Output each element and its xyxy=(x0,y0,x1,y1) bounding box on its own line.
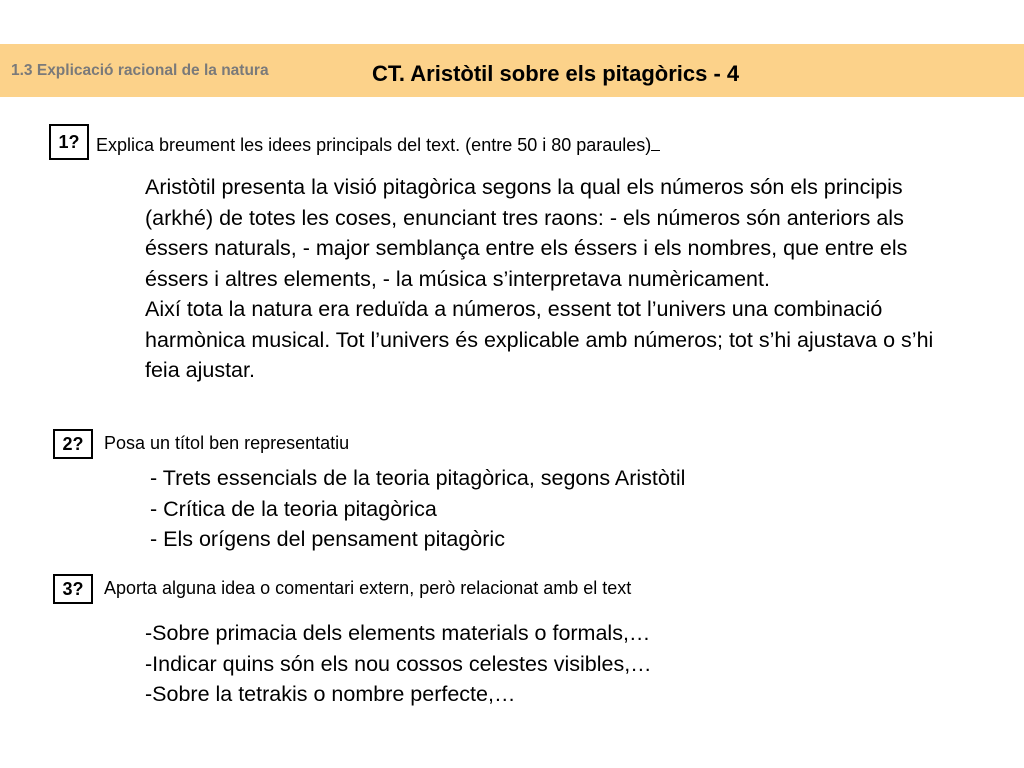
question-3-prompt: Aporta alguna idea o comentari extern, però relacionat amb el text xyxy=(104,578,632,598)
answer-1-paragraph-2: Així tota la natura era reduïda a números, essent tot l’univers una combinació harmònica musical. Tot l’univers és explicable amb números; tot s’hi ajustava o s’hi feia ajustar. xyxy=(145,297,934,382)
question-1-number-box: 1? xyxy=(49,124,89,160)
section-label: 1.3 Explicació racional de la natura xyxy=(11,62,269,79)
answer-2-item-3: - Els orígens del pensament pitagòric xyxy=(150,527,505,551)
answer-2-item-1: - Trets essencials de la teoria pitagòrica, segons Aristòtil xyxy=(150,466,686,490)
question-2-prompt: Posa un títol ben representatiu xyxy=(104,433,350,453)
answer-blank xyxy=(651,136,660,151)
answer-3-item-1: -Sobre primacia dels elements materials o formals,… xyxy=(145,621,651,645)
answer-3-item-2: -Indicar quins són els nou cossos celestes visibles,… xyxy=(145,651,652,676)
question-1-prompt-text: Explica breument les idees principals del text. (entre 50 i 80 paraules) xyxy=(96,135,652,155)
question-3-answer xyxy=(145,618,965,710)
question-1-answer xyxy=(145,172,965,386)
question-2-answer xyxy=(150,463,970,555)
question-1-prompt xyxy=(96,135,660,156)
slide-title: CT. Aristòtil sobre els pitagòrics - 4 xyxy=(372,61,740,86)
answer-2-item-2: - Crítica de la teoria pitagòrica xyxy=(150,496,437,521)
answer-1-paragraph-1: Aristòtil presenta la visió pitagòrica segons la qual els números són els principis (arkhé) de totes les coses, enunciant tres raons: - els números són anteriors als éssers naturals, - major semblança entre els éssers i els nombres, que entre els éssers i altres elements, - la música s’interpretava numèricament. xyxy=(145,175,908,291)
answer-3-item-3: -Sobre la tetrakis o nombre perfecte,… xyxy=(145,682,516,706)
question-2-number-box: 2? xyxy=(53,429,93,459)
question-3-number-box: 3? xyxy=(53,574,93,604)
